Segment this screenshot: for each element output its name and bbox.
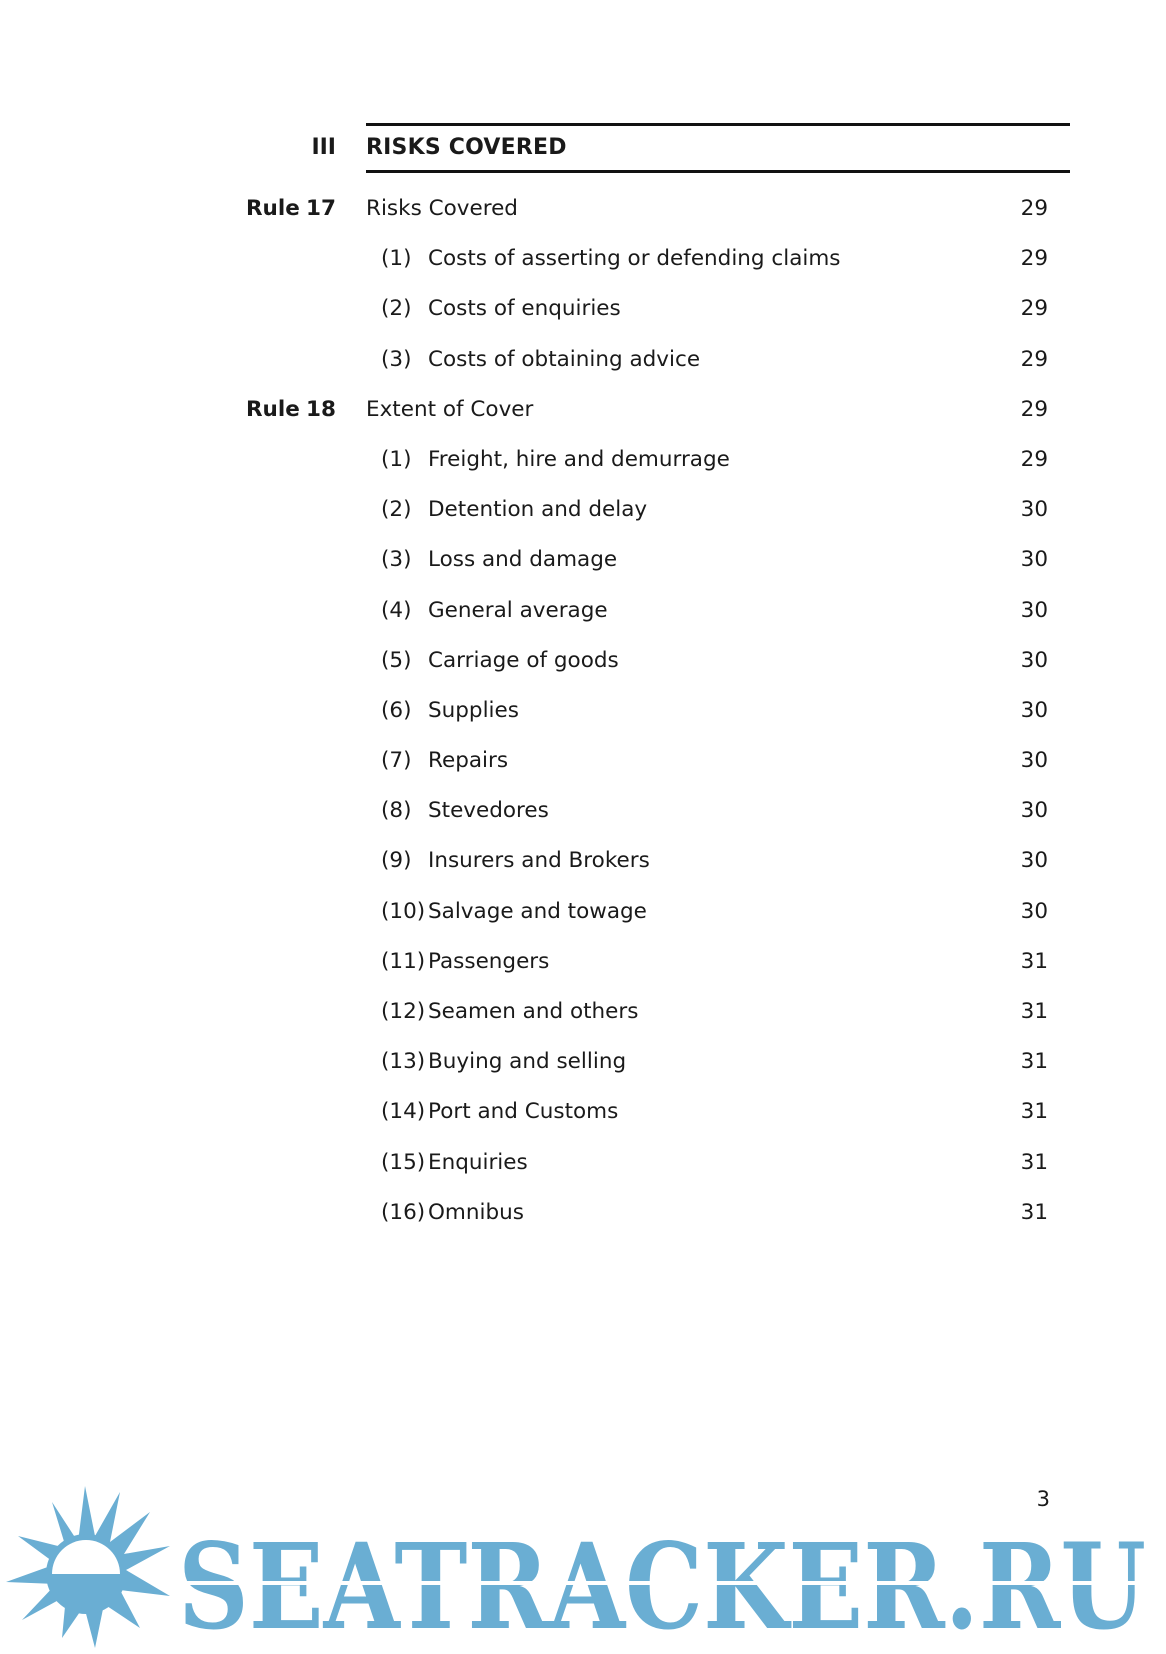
item-title: General average <box>428 597 608 623</box>
toc-item[interactable] <box>0 949 1166 999</box>
section-header <box>250 123 1070 173</box>
sun-icon <box>6 1486 170 1648</box>
item-number: (3) <box>381 547 412 573</box>
item-title: Passengers <box>428 948 550 974</box>
page-number: 30 <box>1020 597 1048 623</box>
toc-item[interactable] <box>0 648 1166 698</box>
item-title: Buying and selling <box>428 1049 627 1075</box>
toc-item[interactable] <box>0 1200 1166 1250</box>
item-number: (4) <box>381 597 412 623</box>
page-number: 29 <box>1020 246 1048 272</box>
item-title: Freight, hire and demurrage <box>428 446 730 472</box>
item-number: (2) <box>381 497 412 523</box>
toc-item[interactable] <box>0 547 1166 597</box>
toc-item[interactable] <box>0 1099 1166 1149</box>
section-number: III <box>311 135 336 160</box>
page-number: 29 <box>1020 296 1048 322</box>
page-number: 30 <box>1020 647 1048 673</box>
page-number: 29 <box>1020 446 1048 472</box>
toc-item[interactable] <box>0 1150 1166 1200</box>
page-folio: 3 <box>1036 1487 1050 1511</box>
item-number: (12) <box>381 999 426 1024</box>
page-number: 31 <box>1020 1099 1048 1125</box>
item-number: (1) <box>381 446 412 472</box>
toc-item[interactable] <box>0 1049 1166 1099</box>
rule-title: Risks Covered <box>366 196 518 221</box>
item-number: (5) <box>381 647 412 673</box>
item-number: (15) <box>381 1149 426 1175</box>
section-title: RISKS COVERED <box>366 135 567 160</box>
page-number: 31 <box>1020 948 1048 974</box>
item-number: (9) <box>381 848 412 874</box>
rule-title: Extent of Cover <box>366 396 534 422</box>
toc-item[interactable] <box>0 246 1166 296</box>
toc-item[interactable] <box>0 698 1166 748</box>
toc-item[interactable] <box>0 347 1166 397</box>
page-number: 30 <box>1020 697 1048 723</box>
item-title: Port and Customs <box>428 1099 619 1125</box>
toc-item[interactable] <box>0 999 1166 1049</box>
item-title: Stevedores <box>428 798 549 824</box>
page-number: 29 <box>1020 196 1048 221</box>
page-number: 31 <box>1020 1049 1048 1075</box>
header-rule-bottom <box>366 170 1070 173</box>
page-number: 30 <box>1020 898 1048 924</box>
item-number: (6) <box>381 697 412 723</box>
toc-item[interactable] <box>0 848 1166 898</box>
toc-rule-row[interactable] <box>0 397 1166 447</box>
item-number: (2) <box>381 296 412 322</box>
table-of-contents <box>0 196 1166 1250</box>
item-number: (1) <box>381 246 412 272</box>
item-title: Costs of asserting or defending claims <box>428 246 841 272</box>
item-title: Costs of obtaining advice <box>428 346 701 372</box>
item-title: Salvage and towage <box>428 898 647 924</box>
page-number: 30 <box>1020 748 1048 774</box>
page-number: 30 <box>1020 798 1048 824</box>
toc-item[interactable] <box>0 598 1166 648</box>
toc-item[interactable] <box>0 296 1166 346</box>
item-title: Loss and damage <box>428 547 618 573</box>
item-number: (10) <box>381 898 426 924</box>
page-number: 29 <box>1020 346 1048 372</box>
watermark-text: SEATRACKER.RU <box>178 1517 1146 1654</box>
toc-item[interactable] <box>0 748 1166 798</box>
item-title: Enquiries <box>428 1149 528 1175</box>
page-number: 30 <box>1020 848 1048 874</box>
item-title: Repairs <box>428 748 509 774</box>
item-number: (8) <box>381 798 412 824</box>
toc-item[interactable] <box>0 798 1166 848</box>
item-number: (3) <box>381 346 412 372</box>
item-title: Carriage of goods <box>428 647 619 673</box>
item-title: Insurers and Brokers <box>428 848 650 874</box>
item-number: (7) <box>381 748 412 774</box>
page-number: 31 <box>1020 999 1048 1024</box>
toc-rule-row[interactable] <box>0 196 1166 246</box>
rule-label: Rule 18 <box>246 396 336 422</box>
toc-item[interactable] <box>0 447 1166 497</box>
item-number: (14) <box>381 1099 426 1125</box>
page-number: 30 <box>1020 497 1048 523</box>
item-number: (13) <box>381 1049 426 1075</box>
page-number: 31 <box>1020 1199 1048 1225</box>
toc-item[interactable] <box>0 899 1166 949</box>
item-title: Seamen and others <box>428 999 639 1024</box>
item-number: (16) <box>381 1199 426 1225</box>
watermark <box>0 1478 1166 1654</box>
rule-label: Rule 17 <box>246 196 336 221</box>
item-title: Detention and delay <box>428 497 648 523</box>
header-rule-top <box>366 123 1070 126</box>
toc-item[interactable] <box>0 497 1166 547</box>
item-number: (11) <box>381 948 426 974</box>
page-number: 31 <box>1020 1149 1048 1175</box>
page-number: 29 <box>1020 396 1048 422</box>
page-number: 30 <box>1020 547 1048 573</box>
item-title: Omnibus <box>428 1199 524 1225</box>
item-title: Supplies <box>428 697 519 723</box>
item-title: Costs of enquiries <box>428 296 621 322</box>
